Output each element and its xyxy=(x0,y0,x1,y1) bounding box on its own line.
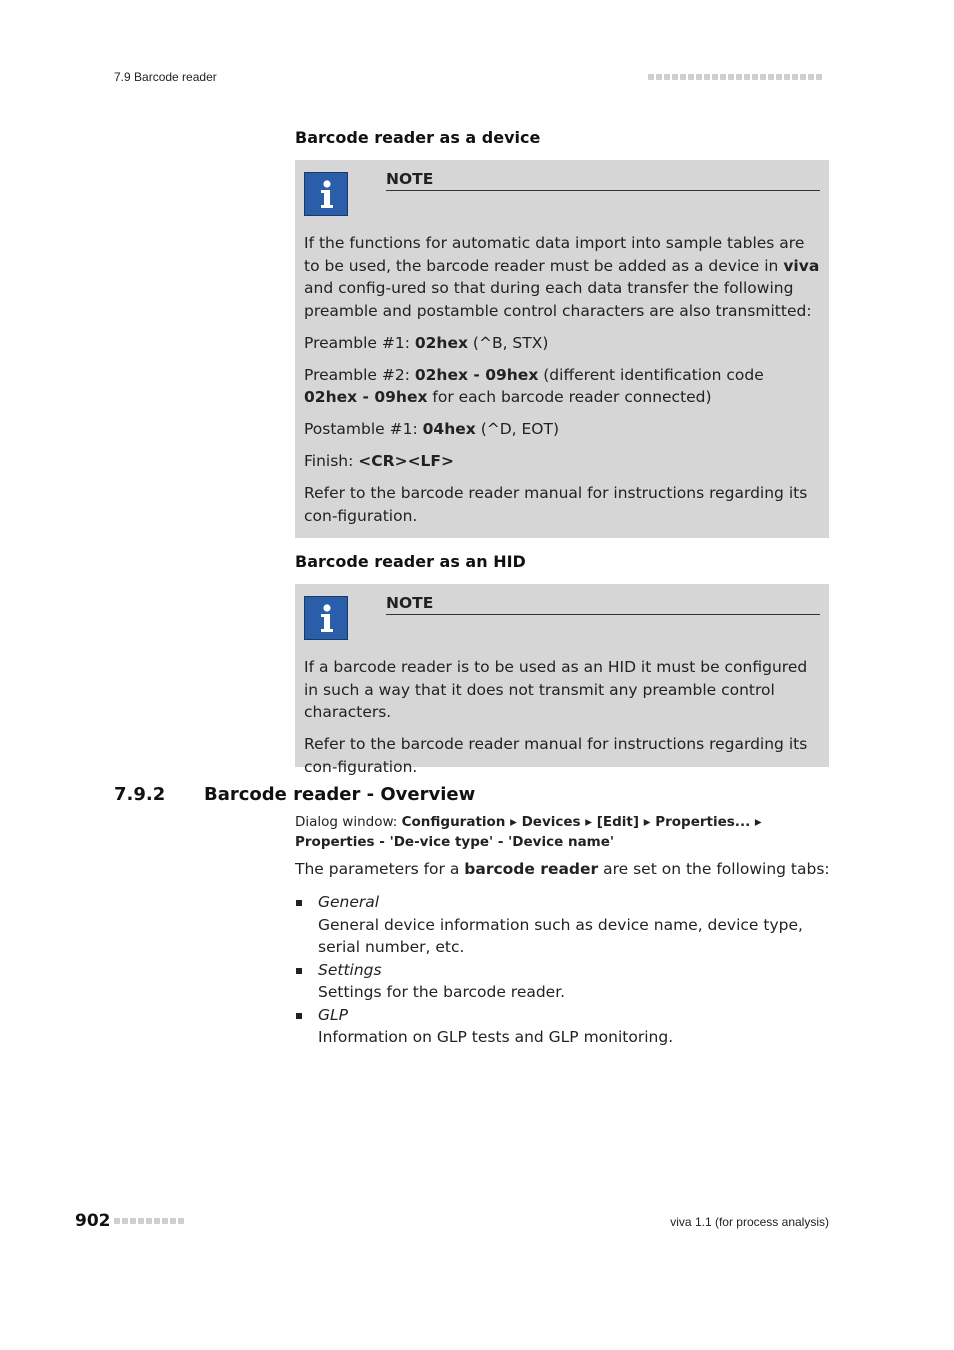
bullet-icon xyxy=(296,900,302,906)
section-title: Barcode reader - Overview xyxy=(204,784,476,805)
bullet-icon xyxy=(296,1013,302,1019)
hid-section-heading: Barcode reader as an HID xyxy=(295,552,526,571)
footer-product: viva 1.1 (for process analysis) xyxy=(670,1215,829,1229)
finish-line: Finish: <CR><LF> xyxy=(304,452,455,470)
list-item: Settings Settings for the barcode reader. xyxy=(295,959,829,1004)
section-number: 7.9.2 xyxy=(114,784,166,805)
preamble-2: Preamble #2: 02hex - 09hex (different identification code 02hex - 09hex for each barcode reader connected) xyxy=(304,365,764,406)
tab-list xyxy=(295,891,829,1049)
device-section-heading: Barcode reader as a device xyxy=(295,128,541,147)
note-paragraph: If the functions for automatic data import into sample tables are to be used, the barcode reader must be added as a device in viva and config-ured so that during each data transfer the following preamble and postamble control characters are also transmitted: xyxy=(304,234,820,320)
preamble-1: Preamble #1: 02hex (^B, STX) xyxy=(304,333,549,352)
list-item: General General device information such as device name, device type, serial number, etc. xyxy=(295,891,829,959)
footer-dots-decoration xyxy=(114,1218,184,1224)
bullet-icon xyxy=(296,968,302,974)
running-header: 7.9 Barcode reader xyxy=(114,70,217,84)
device-note-box xyxy=(295,160,829,538)
note-title: NOTE xyxy=(386,170,820,191)
list-item: GLP Information on GLP tests and GLP monitoring. xyxy=(295,1004,829,1049)
hid-note-box xyxy=(295,584,829,776)
note-body xyxy=(304,656,820,788)
info-icon xyxy=(304,596,348,640)
refer-paragraph: Refer to the barcode reader manual for instructions regarding its con-figuration. xyxy=(304,735,808,776)
postamble-1: Postamble #1: 04hex (^D, EOT) xyxy=(304,420,560,438)
intro-text: The parameters for a barcode reader are set on the following tabs: xyxy=(295,860,830,878)
note-body xyxy=(304,232,820,537)
note-paragraph: If a barcode reader is to be used as an HID it must be configured in such a way that it does not transmit any preamble control characters. xyxy=(304,658,808,721)
dialog-path: Dialog window: Configuration ▸ Devices ▸ [Edit] ▸ Properties... ▸ Properties - 'De-vice type' - 'Device name' xyxy=(295,814,762,850)
header-dots-decoration xyxy=(648,74,822,80)
info-icon xyxy=(304,172,348,216)
refer-paragraph: Refer to the barcode reader manual for instructions regarding its con-figuration. xyxy=(304,484,808,525)
page-number: 902 xyxy=(75,1211,111,1231)
note-title: NOTE xyxy=(386,594,820,615)
